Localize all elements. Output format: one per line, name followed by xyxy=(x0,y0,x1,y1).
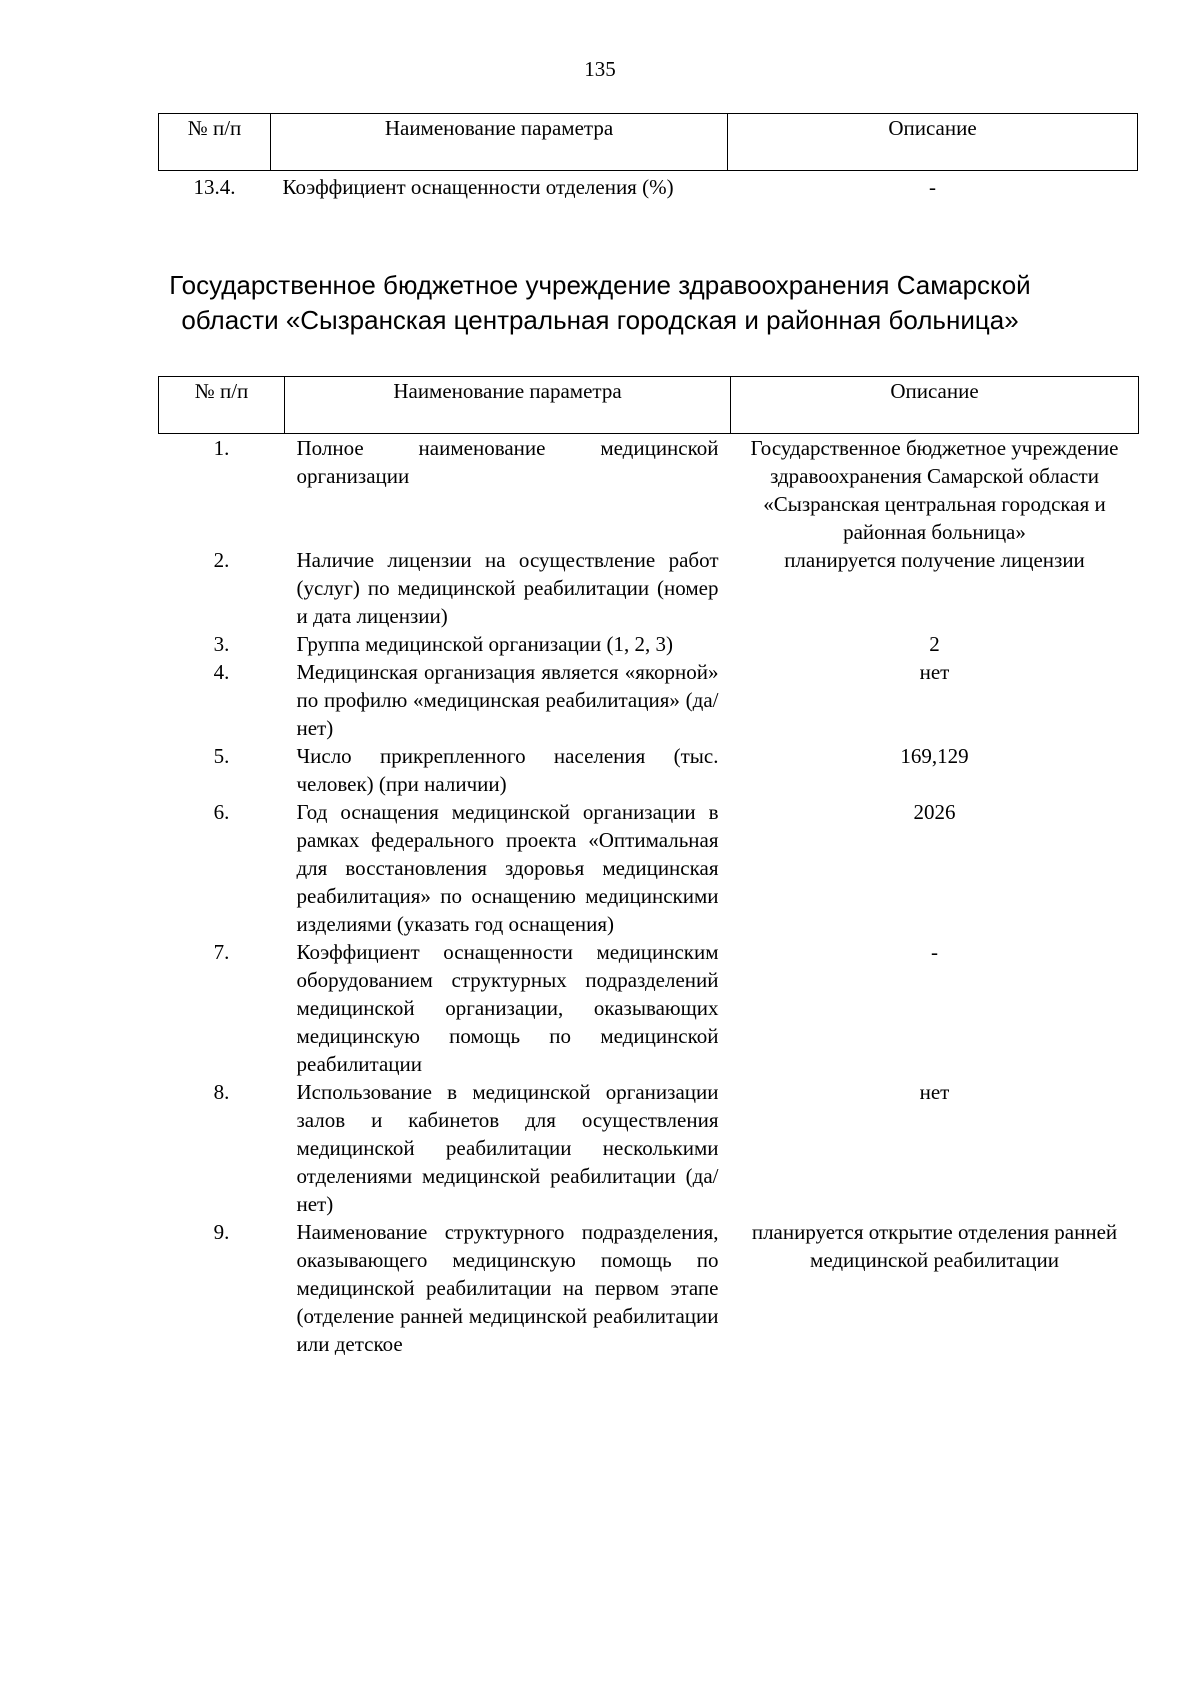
params-table-continuation xyxy=(158,113,1138,201)
row-num: 8. xyxy=(213,1080,230,1104)
row-param-text: Полное наименование медицинской организации xyxy=(296,436,719,488)
table-row xyxy=(159,1078,1139,1218)
table-row xyxy=(159,938,1139,1078)
row-desc: планируется получение лицензии xyxy=(784,548,1085,572)
params-table xyxy=(158,376,1139,1358)
row-desc: Государственное бюджетное учреждение здравоохранения Самарской области «Сызранская центральная городская и районная больница» xyxy=(750,436,1119,544)
row-num: 9. xyxy=(213,1220,230,1244)
row-param-text: Использование в медицинской организации залов и кабинетов для осуществления медицинской реабилитации несколькими отделениями медицинской реабилитации (да/нет) xyxy=(296,1080,719,1216)
row-desc: - xyxy=(931,940,938,964)
row-param xyxy=(285,798,731,938)
row-param-text: Коэффициент оснащенности отделения (%) xyxy=(282,175,674,199)
heading-line-1: Государственное бюджетное учреждение здравоохранения Самарской xyxy=(169,270,1031,300)
row-param xyxy=(285,658,731,742)
row-desc: 2026 xyxy=(913,800,956,824)
row-param-text: Число прикрепленного населения (тыс. человек) (при наличии) xyxy=(296,744,719,796)
row-desc: планируется открытие отделения ранней медицинской реабилитации xyxy=(751,1220,1118,1272)
header-param: Наименование параметра xyxy=(285,377,731,434)
row-param-text: Медицинская организация является «якорной» по профилю «медицинская реабилитация» (да/нет) xyxy=(296,660,719,740)
page-number: 135 xyxy=(584,57,616,81)
row-param-text: Наличие лицензии на осуществление работ (услуг) по медицинской реабилитации (номер и дата лицензии) xyxy=(296,548,719,628)
header-desc: Описание xyxy=(728,114,1138,171)
table-row xyxy=(159,1218,1139,1358)
row-num: 1. xyxy=(213,436,230,460)
row-num: 13.4. xyxy=(193,175,236,199)
row-param xyxy=(285,742,731,798)
table-header-row xyxy=(159,114,1138,171)
row-param xyxy=(285,434,731,547)
heading-line-2: области «Сызранская центральная городская и районная больница» xyxy=(181,305,1019,335)
header-desc: Описание xyxy=(731,377,1139,434)
row-desc: 169,129 xyxy=(900,744,969,768)
header-param: Наименование параметра xyxy=(271,114,728,171)
row-num: 3. xyxy=(213,632,230,656)
row-param-text: Наименование структурного подразделения, оказывающего медицинскую помощь по медицинской реабилитации на первом этапе (отделение ранней медицинской реабилитации или детское xyxy=(296,1220,719,1356)
header-num: № п/п xyxy=(159,377,285,434)
table-row xyxy=(159,658,1139,742)
row-num: 2. xyxy=(213,548,230,572)
row-desc: нет xyxy=(919,660,950,684)
row-desc: нет xyxy=(919,1080,950,1104)
row-param xyxy=(285,630,731,658)
row-param xyxy=(285,1078,731,1218)
row-param xyxy=(285,938,731,1078)
header-num: № п/п xyxy=(159,114,271,171)
row-param xyxy=(285,546,731,630)
row-desc: - xyxy=(929,175,936,199)
row-num: 7. xyxy=(213,940,230,964)
table-header-row xyxy=(159,377,1139,434)
table-row xyxy=(159,546,1139,630)
row-param-text: Группа медицинской организации (1, 2, 3) xyxy=(296,632,673,656)
table-row xyxy=(159,798,1139,938)
table-row xyxy=(159,171,1138,202)
table-row xyxy=(159,434,1139,547)
row-param-text: Год оснащения медицинской организации в рамках федерального проекта «Оптимальная для восстановления здоровья медицинская реабилитация» по оснащению медицинскими изделиями (указать год оснащения) xyxy=(296,800,719,936)
row-param-text: Коэффициент оснащенности медицинским оборудованием структурных подразделений медицинской организации, оказывающих медицинскую помощь по медицинской реабилитации xyxy=(296,940,719,1076)
row-param xyxy=(271,171,728,202)
row-num: 6. xyxy=(213,800,230,824)
table-row xyxy=(159,630,1139,658)
row-num: 5. xyxy=(213,744,230,768)
row-param xyxy=(285,1218,731,1358)
organization-heading xyxy=(150,268,1050,338)
row-desc: 2 xyxy=(929,632,940,656)
table-row xyxy=(159,742,1139,798)
row-num: 4. xyxy=(213,660,230,684)
